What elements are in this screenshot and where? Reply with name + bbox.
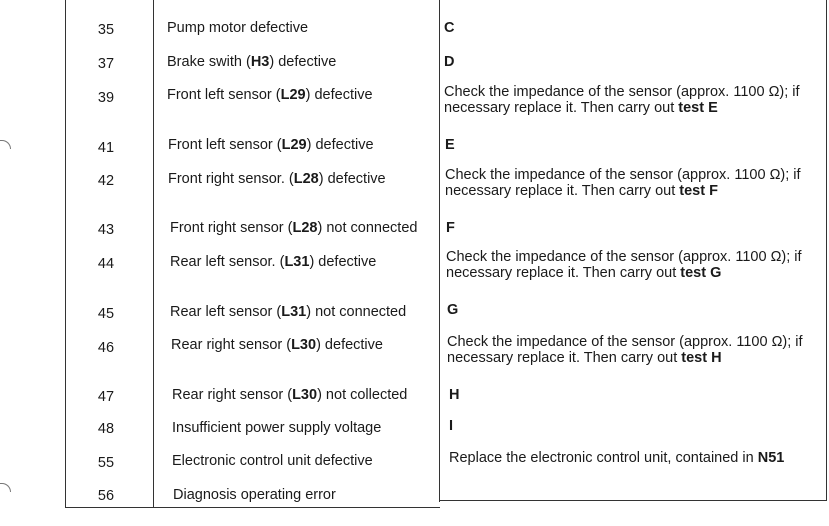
action-line — [445, 183, 801, 199]
action-line — [446, 249, 802, 265]
fault-description — [167, 54, 336, 70]
text-run: Replace the electronic control unit, contained in — [449, 450, 758, 466]
fault-description — [172, 420, 381, 436]
fault-code: 35 — [97, 22, 115, 38]
bold-text: L29 — [281, 137, 307, 153]
bold-text: I — [449, 418, 454, 434]
fault-code: 48 — [97, 421, 115, 437]
text-run: Rear right sensor ( — [171, 337, 292, 353]
text-run: Check the impedance of the sensor (approx. 1100 Ω); if — [445, 167, 801, 183]
bold-text: test H — [681, 350, 722, 366]
text-run: Electronic control unit defective — [172, 453, 373, 469]
fault-description — [170, 220, 417, 236]
bold-text: L31 — [284, 254, 310, 270]
bold-text: L30 — [291, 337, 317, 353]
fault-code: 41 — [97, 140, 115, 156]
text-run: necessary replace it. Then carry out — [445, 183, 680, 199]
bold-text: D — [444, 54, 455, 70]
bold-text: L28 — [292, 220, 318, 236]
text-run: Diagnosis operating error — [173, 487, 336, 503]
text-run: Check the impedance of the sensor (approx. 1100 Ω); if — [446, 249, 802, 265]
fault-code: 46 — [97, 340, 115, 356]
corrective-action — [444, 84, 800, 116]
text-run: ) defective — [316, 337, 383, 353]
fault-code: 44 — [97, 256, 115, 272]
text-run: Brake swith ( — [167, 54, 251, 70]
corrective-action — [445, 137, 455, 153]
text-run: ) defective — [269, 54, 337, 70]
column-divider-2 — [439, 0, 440, 502]
fault-description — [172, 387, 407, 403]
bold-text: F — [446, 220, 455, 236]
margin-mark — [0, 483, 11, 492]
text-run: ) defective — [305, 87, 373, 103]
table-bottom-border — [65, 507, 440, 508]
text-run: Front left sensor ( — [168, 137, 282, 153]
text-run: Front left sensor ( — [167, 87, 281, 103]
fault-code: 43 — [97, 222, 115, 238]
text-run: Front right sensor ( — [170, 220, 293, 236]
action-line — [447, 302, 458, 318]
bold-text: L28 — [293, 171, 319, 187]
text-run: necessary replace it. Then carry out — [444, 100, 679, 116]
text-run: necessary replace it. Then carry out — [447, 350, 682, 366]
table-bottom-border-right — [439, 500, 827, 501]
fault-description — [167, 87, 373, 103]
fault-code: 37 — [97, 56, 115, 72]
corrective-action — [449, 387, 459, 403]
fault-code: 45 — [97, 306, 115, 322]
text-run: ) defective — [318, 171, 386, 187]
action-line — [444, 20, 454, 36]
fault-description — [168, 137, 374, 153]
text-run: Rear left sensor. ( — [170, 254, 285, 270]
corrective-action — [444, 54, 454, 70]
text-run: Check the impedance of the sensor (approx. 1100 Ω); if — [444, 84, 800, 100]
action-line — [445, 167, 801, 183]
bold-text: test E — [678, 100, 718, 116]
text-run: Pump motor defective — [167, 20, 309, 36]
action-line — [449, 450, 784, 466]
bold-text: N51 — [757, 450, 785, 466]
text-run: Front right sensor. ( — [168, 171, 294, 187]
bold-text: test F — [679, 183, 718, 199]
bold-text: E — [445, 137, 455, 153]
bold-text: L31 — [281, 304, 307, 320]
text-run: ) not connected — [306, 304, 407, 320]
corrective-action — [446, 249, 802, 281]
corrective-action — [445, 167, 801, 199]
fault-description — [171, 337, 383, 353]
action-line — [445, 137, 455, 153]
action-line — [444, 100, 800, 116]
corrective-action — [449, 450, 784, 466]
fault-description — [170, 254, 376, 270]
column-divider-1 — [153, 0, 154, 508]
margin-mark — [0, 140, 11, 149]
corrective-action — [446, 220, 455, 236]
fault-code: 39 — [97, 90, 115, 106]
text-run: ) not collected — [317, 387, 408, 403]
text-run: Insufficient power supply voltage — [172, 420, 382, 436]
fault-description — [172, 453, 373, 469]
corrective-action — [449, 418, 453, 434]
bold-text: H3 — [250, 54, 270, 70]
action-line — [444, 84, 800, 100]
action-line — [446, 265, 802, 281]
action-line — [449, 418, 453, 434]
corrective-action — [447, 334, 803, 366]
action-line — [447, 334, 803, 350]
fault-code: 55 — [97, 455, 115, 471]
text-run: ) defective — [306, 137, 374, 153]
text-run: Rear right sensor ( — [172, 387, 293, 403]
fault-code: 56 — [97, 488, 115, 504]
action-line — [447, 350, 803, 366]
text-run: ) not connected — [317, 220, 418, 236]
fault-description — [167, 20, 308, 36]
bold-text: G — [447, 302, 459, 318]
action-line — [444, 54, 454, 70]
bold-text: L29 — [280, 87, 306, 103]
fault-code: 47 — [97, 389, 115, 405]
bold-text: test G — [680, 265, 722, 281]
corrective-action — [447, 302, 458, 318]
fault-description — [170, 304, 406, 320]
action-line — [446, 220, 455, 236]
corrective-action — [444, 20, 454, 36]
bold-text: C — [444, 20, 455, 36]
text-run: Check the impedance of the sensor (approx. 1100 Ω); if — [447, 334, 803, 350]
text-run: ) defective — [309, 254, 377, 270]
action-line — [449, 387, 459, 403]
text-run: Rear left sensor ( — [170, 304, 282, 320]
bold-text: L30 — [292, 387, 318, 403]
fault-description — [173, 487, 336, 503]
fault-code: 42 — [97, 173, 115, 189]
bold-text: H — [449, 387, 460, 403]
table-right-border — [826, 0, 827, 500]
text-run: necessary replace it. Then carry out — [446, 265, 681, 281]
fault-description — [168, 171, 386, 187]
